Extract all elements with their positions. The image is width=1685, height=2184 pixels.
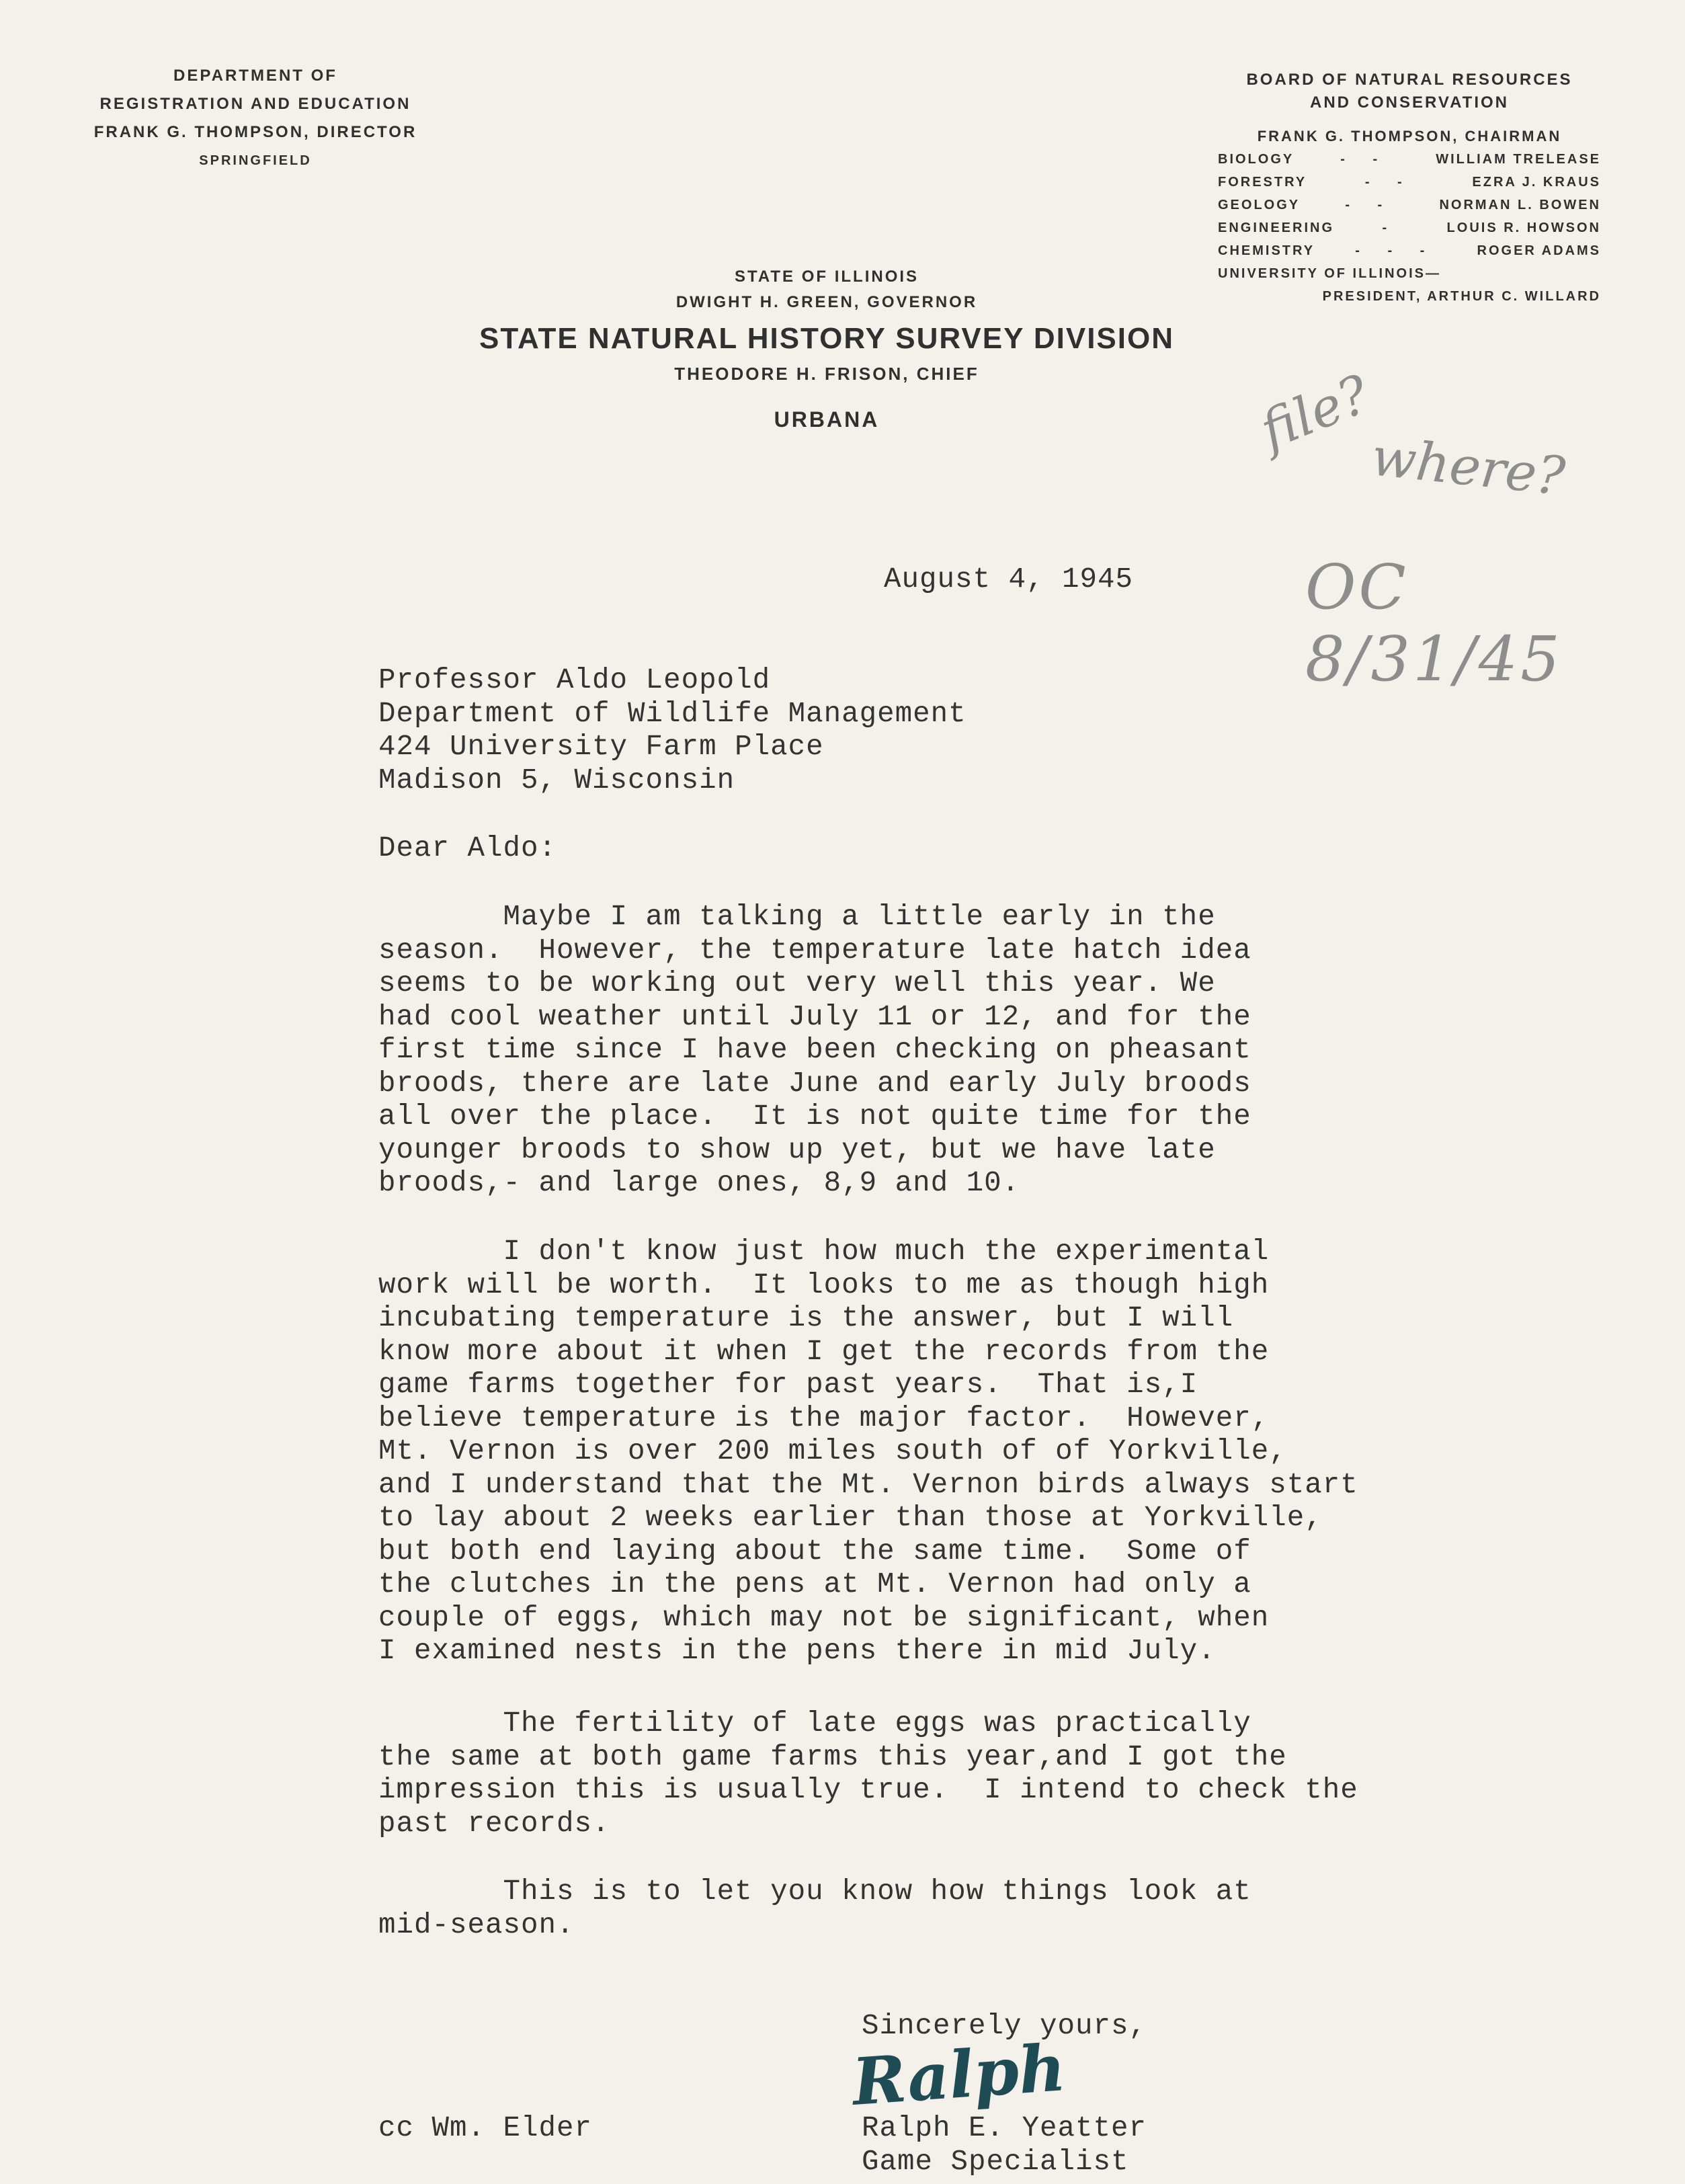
letter-date: August 4, 1945 xyxy=(884,563,1134,596)
address-line: 424 University Farm Place xyxy=(378,731,824,763)
board-label-1: BOARD OF NATURAL RESOURCES xyxy=(1246,71,1573,89)
handwritten-note-file: file? xyxy=(1252,364,1378,462)
handwritten-note-date: OC 8/31/45 xyxy=(1305,551,1563,695)
cc-line: cc Wm. Elder xyxy=(378,2112,593,2144)
member-field: GEOLOGY xyxy=(1218,198,1301,212)
director-label: FRANK G. THOMPSON, DIRECTOR xyxy=(93,123,417,141)
member-name: EZRA J. KRAUS xyxy=(1472,175,1601,190)
paragraph-1: Maybe I am talking a little early in the season. However, the temperature late hatch idea seems to be working out very well this year. We had cool weather until July 11 or 12, and for the first time since I have been checking on pheasant broods, there are late June and early July broods all over the place. It is not quite time for the younger broods to show up yet, but we have late broods,- and large ones, 8,9 and 10. xyxy=(378,901,1251,1199)
member-field: FORESTRY xyxy=(1218,175,1307,190)
board-member xyxy=(1218,216,1601,239)
member-dots: - - xyxy=(1340,152,1390,167)
board-member xyxy=(1218,171,1601,194)
member-dots: - xyxy=(1382,220,1399,235)
president-label: PRESIDENT, ARTHUR C. WILLARD xyxy=(1322,289,1601,304)
member-dots: - - xyxy=(1364,175,1414,190)
chairman-label: FRANK G. THOMPSON, CHAIRMAN xyxy=(1257,128,1562,145)
member-name: NORMAN L. BOWEN xyxy=(1439,198,1601,212)
member-name: LOUIS R. HOWSON xyxy=(1446,220,1601,235)
university-label xyxy=(1218,262,1601,285)
signature: Ralph xyxy=(850,2029,1069,2120)
letterhead-right xyxy=(1218,69,1601,308)
address-line: Madison 5, Wisconsin xyxy=(378,764,735,797)
address-line: Professor Aldo Leopold xyxy=(378,664,771,696)
member-field: BIOLOGY xyxy=(1218,152,1294,167)
city-urbana: URBANA xyxy=(774,407,880,432)
handwritten-note-where: where? xyxy=(1368,427,1568,508)
address-line: Department of Wildlife Management xyxy=(378,697,967,730)
letterhead-center xyxy=(403,264,1250,436)
division-title: STATE NATURAL HISTORY SURVEY DIVISION xyxy=(479,322,1174,355)
member-name: ROGER ADAMS xyxy=(1477,243,1601,258)
member-field: ENGINEERING xyxy=(1218,220,1335,235)
paragraph-2: I don't know just how much the experimental work will be worth. It looks to me as though high incubating temperature is the answer, but I will know more about it when I get the records from the game farms together for past years. That is,I believe temperature is the major factor. However, Mt. Vernon is over 200 miles south of of Yorkville, and I understand that the Mt. Vernon birds always start to lay about 2 weeks earlier than those at Yorkville, but both end laying about the same time. Some of the clutches in the pens at Mt. Vernon had only a couple of eggs, which may not be significant, when I examined nests in the pens there in mid July. xyxy=(378,1236,1358,1667)
city-label: SPRINGFIELD xyxy=(199,153,312,168)
paragraph-3: The fertility of late eggs was practically the same at both game farms this year,and I got the impression this is usually true. I intend to check the past records. xyxy=(378,1707,1358,1840)
reg-ed-label: REGISTRATION AND EDUCATION xyxy=(99,95,411,113)
board-member xyxy=(1218,148,1601,171)
closing: Sincerely yours, xyxy=(862,2010,1147,2042)
dept-label: DEPARTMENT OF xyxy=(173,67,337,85)
member-dots: - - xyxy=(1345,198,1395,212)
chief-label: THEODORE H. FRISON, CHIEF xyxy=(674,364,979,384)
university-text: UNIVERSITY OF ILLINOIS— xyxy=(1218,266,1441,281)
member-dots: - - - xyxy=(1355,243,1437,258)
paragraph-4: This is to let you know how things look at mid-season. xyxy=(378,1875,1251,1941)
recipient-address xyxy=(378,664,967,797)
state-label: STATE OF ILLINOIS xyxy=(734,268,919,286)
board-label-2: AND CONSERVATION xyxy=(1309,93,1509,112)
letterhead-left xyxy=(74,62,437,175)
board-member xyxy=(1218,239,1601,262)
board-member xyxy=(1218,194,1601,216)
member-name: WILLIAM TRELEASE xyxy=(1436,152,1601,167)
signer-block: Ralph E. Yeatter Game Specialist xyxy=(862,2112,1147,2178)
governor-label: DWIGHT H. GREEN, GOVERNOR xyxy=(675,293,978,311)
member-field: CHEMISTRY xyxy=(1218,243,1315,258)
salutation: Dear Aldo: xyxy=(378,832,557,864)
